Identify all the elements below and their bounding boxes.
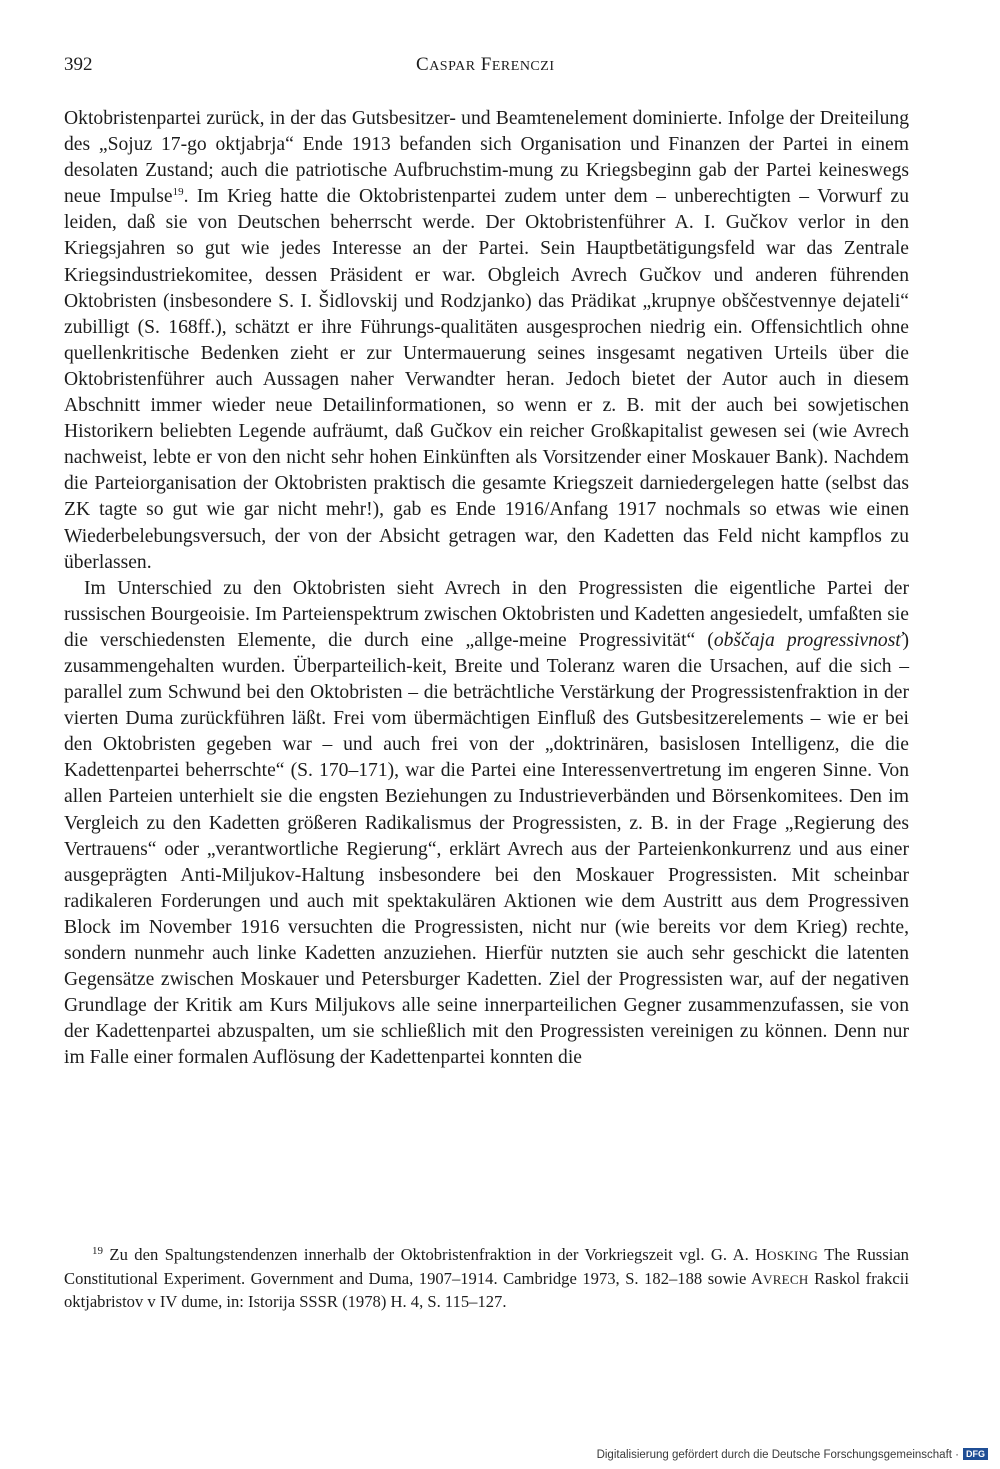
footnote-19 — [64, 1244, 909, 1314]
paragraph-1-part-a: Oktobristenpartei zurück, in der das Gutsbesitzer- und Beamtenelement dominierte. Infolge der Dreiteilung des „Sojuz 17-go oktjabrja“ Ende 1913 befanden sich Organisation und Finanzen der Partei in einem desolaten Zustand; auch die patriotische Aufbruchstim-mung zu Kriegsbeginn gab der Partei keineswegs neue Impulse — [64, 108, 909, 208]
author-first-rest: ASPAR — [429, 59, 476, 74]
paragraph-1 — [64, 106, 909, 576]
paragraph-2-italic-term: obščaja progressivnosť — [713, 629, 903, 651]
author-initial-c: C — [416, 54, 430, 75]
digitization-banner — [597, 1448, 988, 1461]
banner-text: Digitalisierung gefördert durch die Deutsche Forschungsgemeinschaft · — [596, 1449, 959, 1461]
body-text — [64, 106, 909, 1071]
footnote-number: 19 — [92, 1245, 103, 1257]
footnote-text-c: Raskol frakcii oktjabristov v IV dume, in: Istorija SSSR (1978) H. 4, S. 115–127. — [64, 1268, 909, 1311]
dfg-logo-icon: DFG — [963, 1448, 988, 1460]
footnote-text-b: The Russian Constitutional Experiment. Government and Duma, 1907–1914. Cambridge 1973, S. 182–188 sowie — [64, 1245, 909, 1288]
paragraph-2-part-a: Im Unterschied zu den Oktobristen sieht Avrech in den Progressisten die eigentliche Partei der russischen Bourgeoisie. Im Parteienspektrum zwischen Oktobristen und Kadetten angesiedelt, umfaßten sie die verschiedensten Elemente, die durch eine „allge-meine Progressivität“ ( — [64, 577, 909, 651]
paragraph-2-part-b: ) zusammengehalten wurden. Überparteilich-keit, Breite und Toleranz waren die Ursachen, auf die sich – parallel zum Schwund bei den Oktobristen – die beträchtliche Verstärkung der Progressistenfraktion in der vierten Duma zurückführen läßt. Frei vom übermächtigen Einfluß des Gutsbesitzerelements – wie er bei den Oktobristen gegeben war – und auch frei von der „doktrinären, basislosen Intelligenz, die die Kadettenpartei beherrschte“ (S. 170–171), war die Partei eine Interessenvertretung im engeren Sinne. Von allen Parteien unterhielt sie die engsten Beziehungen zu Industrieverbänden und Börsenkomitees. Den im Vergleich zu den Kadetten größeren Radikalismus der Progressisten, z. B. in der Frage „Regierung des Vertrauens“ oder „verantwortliche Regierung“, erklärt Avrech aus der Parteienkonkurrenz und aus einer ausgeprägten Anti-Miljukov-Haltung insbesondere bei den Moskauer Progressisten. Mit scheinbar radikaleren Forderungen und auch mit spektakulären Aktionen wie dem Austritt aus dem Progressiven Block im November 1916 versuchten die Progressisten, nicht nur (wie bereits vor dem Krieg) rechte, sondern nunmehr auch linke Kadetten anzuziehen. Hierfür nutzten sie auch sehr geschickt die latenten Gegensätze zwischen Moskauer und Petersburger Kadetten. Ziel der Progressisten war, auf der negativen Grundlage der Kritik am Kurs Miljukovs alle seine innerparteilichen Gegner zusammenzufassen, sie von der Kadettenpartei abzuspalten, um sie schließlich mit den Progressisten vereinigen zu können. Denn nur im Falle einer formalen Auflösung der Kadettenpartei konnten die — [64, 629, 909, 1069]
author-hosking-rest: OSKING — [767, 1248, 819, 1263]
author-hosking-initial: H — [755, 1245, 768, 1264]
author-avrech-rest: VRECH — [763, 1271, 809, 1287]
running-head — [416, 54, 554, 76]
author-initial-f: F — [480, 54, 492, 75]
footnotes — [64, 1244, 909, 1314]
footnote-text-a: Zu den Spaltungstendenzen innerhalb der Oktobristenfraktion in der Vorkriegszeit vgl. G. A. — [103, 1245, 749, 1264]
paragraph-1-part-b: . Im Krieg hatte die Oktobristenpartei zudem unter dem – unberechtigten – Vorwurf zu leiden, daß sie von Deutschen beherrscht werde. Der Oktobristenführer A. I. Gučkov verlor in den Kriegsjahren so gut wie jedes Interesse an der Partei. Sein Hauptbetätigungsfeld war das Zentrale Kriegsindustriekomitee, dessen Präsident er war. Obgleich Avrech Gučkov und anderen führenden Oktobristen (insbesondere S. I. Šidlovskij und Rodzjanko) das Prädikat „krupnye obščestvennye dejateli“ zubilligt (S. 168ff.), schätzt er ihre Führungs-qualitäten ausgesprochen niedrig ein. Offensichtlich ohne quellenkritische Bedenken zieht er zur Untermauerung seines insgesamt negativen Urteils über die Oktobristenführer auch Aussagen naher Verwandter heran. Jedoch bietet der Autor auch in diesem Abschnitt immer wieder neue Detailinformationen, so wenn er z. B. mit der auch bei sowjetischen Historikern beliebten Legende aufräumt, daß Gučkov ein reicher Großkapitalist gewesen sei (wie Avrech nachweist, lebte er von den nicht sehr hohen Einkünften als Vorsitzender einer Moskauer Bank). Nachdem die Parteiorganisation der Oktobristen praktisch die gesamte Kriegszeit darniedergelegen hatte (selbst das ZK tagte so gut wie gar nicht mehr!), gab es Ende 1916/Anfang 1917 nochmals so etwas wie einen Wiederbelebungsversuch, der von der Absicht getragen war, den Kadetten das Feld nicht kampflos zu überlassen. — [64, 186, 909, 573]
author-avrech-initial: A — [751, 1268, 763, 1288]
page-number: 392 — [64, 54, 93, 75]
author-last-rest: ERENCZI — [491, 59, 555, 74]
footnote-ref-19[interactable]: 19 — [172, 186, 184, 199]
paragraph-2 — [64, 576, 909, 1072]
